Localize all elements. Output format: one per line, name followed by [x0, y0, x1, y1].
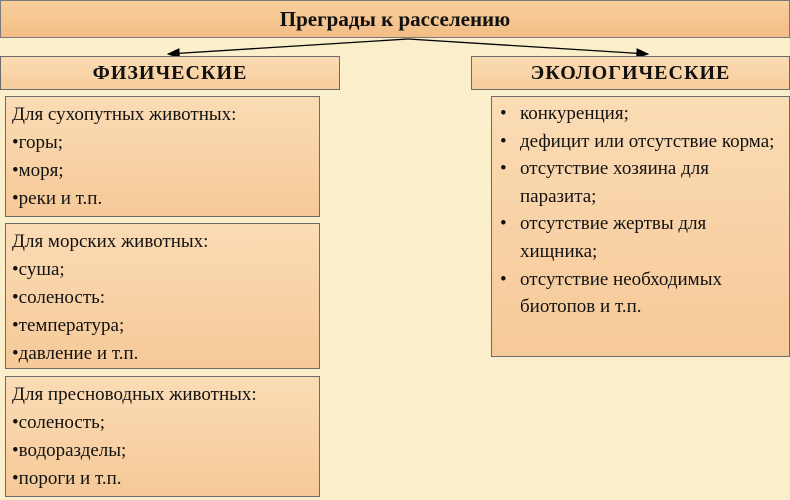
- group-header: Для сухопутных животных:: [12, 104, 237, 125]
- list-item: •пороги и т.п.: [12, 468, 122, 489]
- marine-animals-box: [5, 223, 320, 369]
- land-animals-box: [5, 96, 320, 217]
- list-item: • дефицит или отсутствие корма;: [520, 128, 785, 156]
- ecological-barriers-box: [491, 96, 790, 357]
- list-item: •давление и т.п.: [12, 343, 139, 364]
- list-item: •водоразделы;: [12, 440, 127, 461]
- ecological-list: [492, 100, 785, 321]
- list-item: • конкуренция;: [520, 100, 785, 128]
- list-item: • отсутствие необходимых биотопов и т.п.: [520, 266, 785, 321]
- arrow-to-ecological: [408, 39, 648, 54]
- list-item: •реки и т.п.: [12, 188, 103, 209]
- list-item: •суша;: [12, 259, 65, 280]
- list-item: •соленость:: [12, 287, 106, 308]
- ecological-heading: ЭКОЛОГИЧЕСКИЕ: [471, 56, 790, 90]
- group-header: Для морских животных:: [12, 231, 209, 252]
- list-item: •соленость;: [12, 412, 106, 433]
- list-item: • отсутствие жертвы для хищника;: [520, 210, 785, 265]
- arrow-to-physical: [168, 39, 408, 54]
- group-header: Для пресноводных животных:: [12, 384, 257, 405]
- list-item: •температура;: [12, 315, 125, 336]
- freshwater-animals-box: [5, 376, 320, 497]
- list-item: •моря;: [12, 160, 64, 181]
- list-item: •горы;: [12, 132, 64, 153]
- list-item: • отсутствие хозяина для паразита;: [520, 155, 785, 210]
- diagram-title: Преграды к расселению: [0, 0, 790, 38]
- physical-heading: ФИЗИЧЕСКИЕ: [0, 56, 340, 90]
